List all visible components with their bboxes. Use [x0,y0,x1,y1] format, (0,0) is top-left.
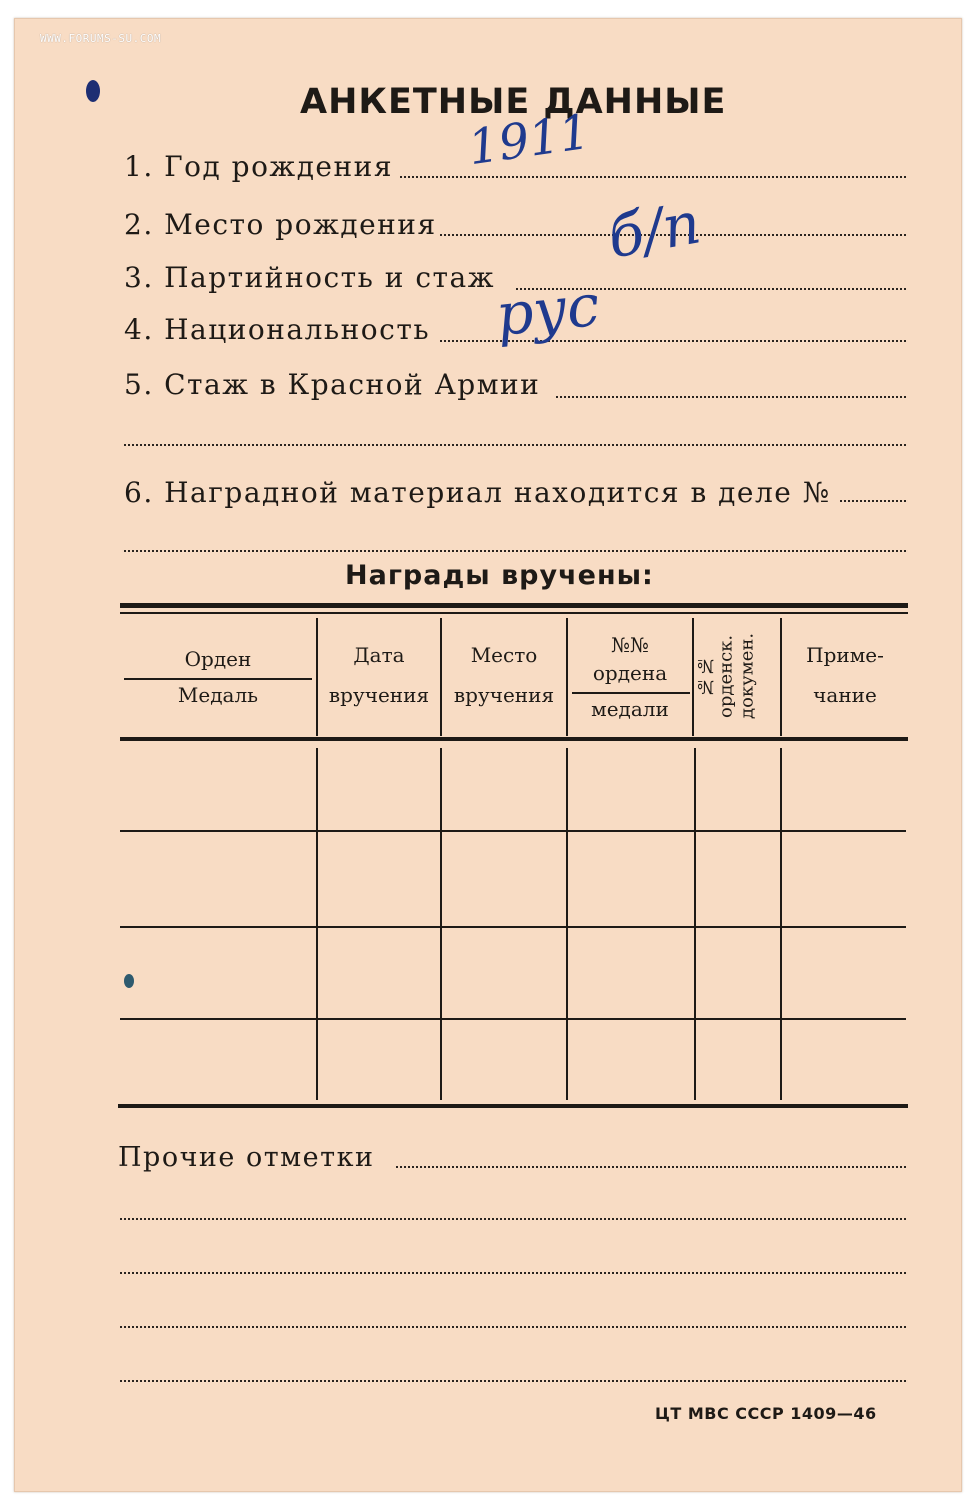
printer-imprint: ЦТ МВС СССР 1409—46 [655,1404,877,1423]
col-divider [694,748,696,1100]
field-birth-year-line [400,176,906,178]
col-number-1: №№ [611,633,649,657]
col-divider [440,618,442,736]
watermark: WWW.FORUMS-SU.COM [40,32,162,45]
field-birth-year-label: 1. Год рождения [124,150,393,183]
other-notes-line [120,1218,906,1220]
col-number-divider [572,692,690,694]
col-note-2: чание [813,683,877,707]
col-divider [780,748,782,1100]
table-top-rule-thin [120,612,908,614]
field-party-label: 3. Партийность и стаж [124,261,495,294]
col-order: Орден [184,647,252,671]
table-row [120,926,906,928]
table-row [120,830,906,832]
col-divider [316,748,318,1100]
awards-heading: Награды вручены: [345,560,654,591]
col-number-3: медали [591,697,669,721]
table-bottom-rule [118,1104,908,1108]
field-award-file-line-2 [124,550,906,552]
col-divider [566,748,568,1100]
field-birthplace-label: 2. Место рождения [124,208,437,241]
field-nationality-label: 4. Национальность [124,313,431,346]
field-award-file-line [840,500,906,502]
col-place-2: вручения [453,683,555,707]
col-divider [692,618,694,736]
col-divider [440,748,442,1100]
ink-blot [86,80,100,102]
field-nationality-value: рус [492,270,603,350]
field-army-service-line [556,396,906,398]
field-birth-year-value: 1911 [464,103,594,177]
table-header-rule [120,737,908,741]
col-divider [780,618,782,736]
col-date-2: вручения [328,683,430,707]
other-notes-label: Прочие отметки [118,1142,375,1173]
col-note-1: Приме- [806,643,884,667]
table-top-rule [120,603,908,608]
col-number-2: ордена [592,661,668,685]
form-title: АНКЕТНЫЕ ДАННЫЕ [300,82,727,122]
field-award-file-label: 6. Наградной материал находится в деле № [124,476,831,509]
col-place-1: Место [470,643,538,667]
other-notes-line [120,1272,906,1274]
col-divider [316,618,318,736]
other-notes-line [120,1326,906,1328]
col-order-divider [124,678,312,680]
ink-blot [124,974,134,988]
field-army-service-label: 5. Стаж в Красной Армии [124,368,541,401]
col-date-1: Дата [353,643,405,667]
col-doc-number: №№ орденск. докумен. [695,632,758,720]
col-medal: Медаль [177,683,259,707]
field-party-value: б/п [602,188,706,272]
table-row [120,1018,906,1020]
field-army-service-line-2 [124,444,906,446]
other-notes-line [120,1380,906,1382]
other-notes-line [396,1166,906,1168]
